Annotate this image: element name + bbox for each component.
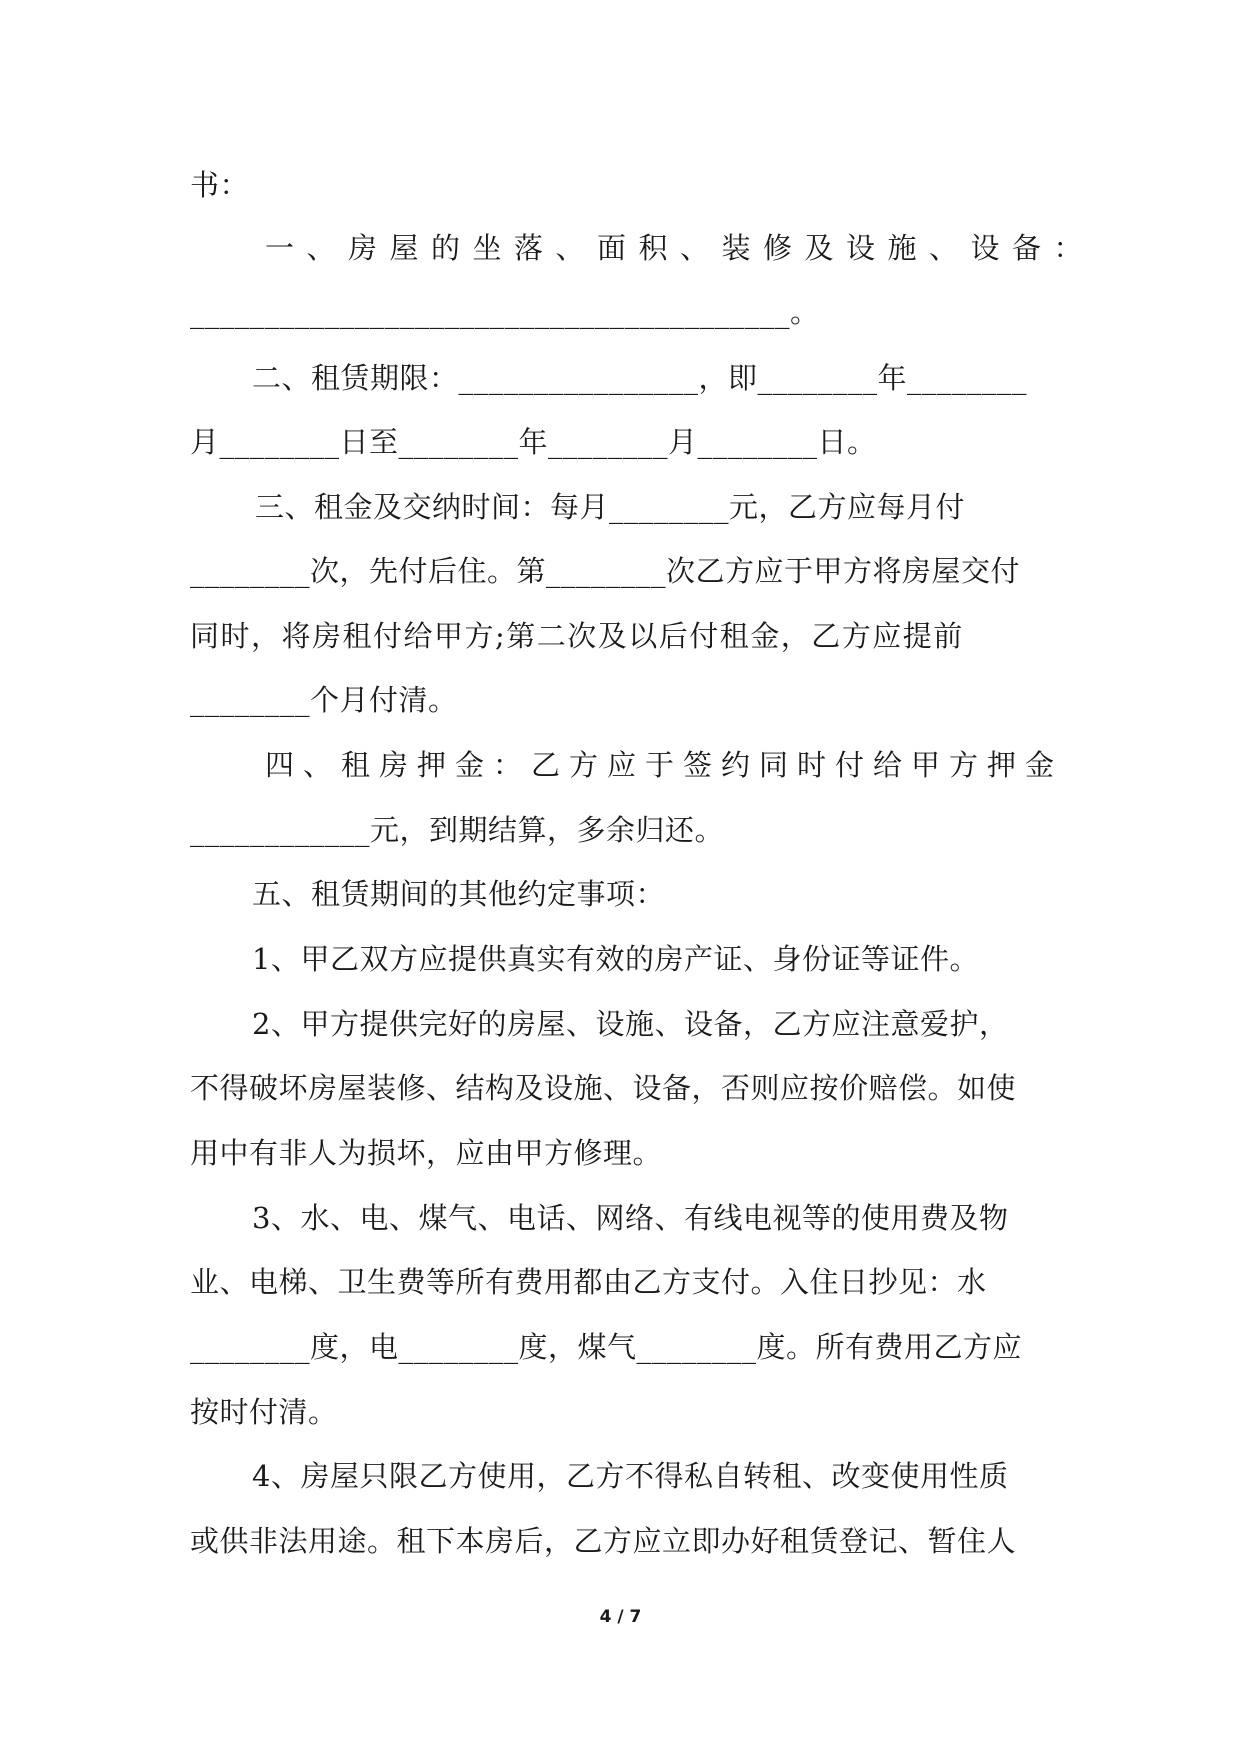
section-heading: 三、租金及交纳时间：每月________元，乙方应每月付 bbox=[255, 490, 966, 524]
section-heading: 二、租赁期限：________________，即________年________ bbox=[252, 361, 1028, 395]
text-line: ________个月付清。 bbox=[190, 683, 458, 717]
list-item: 2、甲方提供完好的房屋、设施、设备，乙方应注意爱护， bbox=[252, 1007, 1009, 1041]
section-heading: 五、租赁期间的其他约定事项： bbox=[252, 877, 666, 911]
list-item: 4、房屋只限乙方使用，乙方不得私自转租、改变使用性质 bbox=[252, 1459, 1009, 1493]
text-line: ________________________________________。 bbox=[190, 295, 820, 329]
text-line: 同时，将房租付给甲方;第二次及以后付租金，乙方应提前 bbox=[190, 619, 964, 653]
list-item: 3、水、电、煤气、电话、网络、有线电视等的使用费及物 bbox=[252, 1201, 1009, 1235]
text-line: ____________元，到期结算，多余归还。 bbox=[190, 813, 725, 847]
text-line: 或供非法用途。租下本房后，乙方应立即办好租赁登记、暂住人 bbox=[190, 1524, 1017, 1558]
text-line: 业、电梯、卫生费等所有费用都由乙方支付。入住日抄见：水 bbox=[190, 1265, 987, 1299]
section-heading: 一、房屋的坐落、面积、装修及设施、设备： bbox=[265, 231, 1096, 265]
text-line: 书： bbox=[190, 168, 250, 202]
list-item: 1、甲乙双方应提供真实有效的房产证、身份证等证件。 bbox=[252, 942, 979, 976]
text-line: 月________日至________年________月________日。 bbox=[190, 425, 877, 459]
page-number: 4 / 7 bbox=[599, 1607, 642, 1627]
text-line: 按时付清。 bbox=[190, 1395, 338, 1429]
text-line: ________次，先付后住。第________次乙方应于甲方将房屋交付 bbox=[190, 554, 1021, 588]
text-line: 不得破坏房屋装修、结构及设施、设备，否则应按价赔偿。如使 bbox=[190, 1071, 1017, 1105]
section-heading: 四、租房押金：乙方应于签约同时付给甲方押金 bbox=[265, 748, 1064, 782]
text-line: 用中有非人为损坏，应由甲方修理。 bbox=[190, 1136, 663, 1170]
text-line: ________度，电________度，煤气________度。所有费用乙方应 bbox=[190, 1330, 1023, 1364]
